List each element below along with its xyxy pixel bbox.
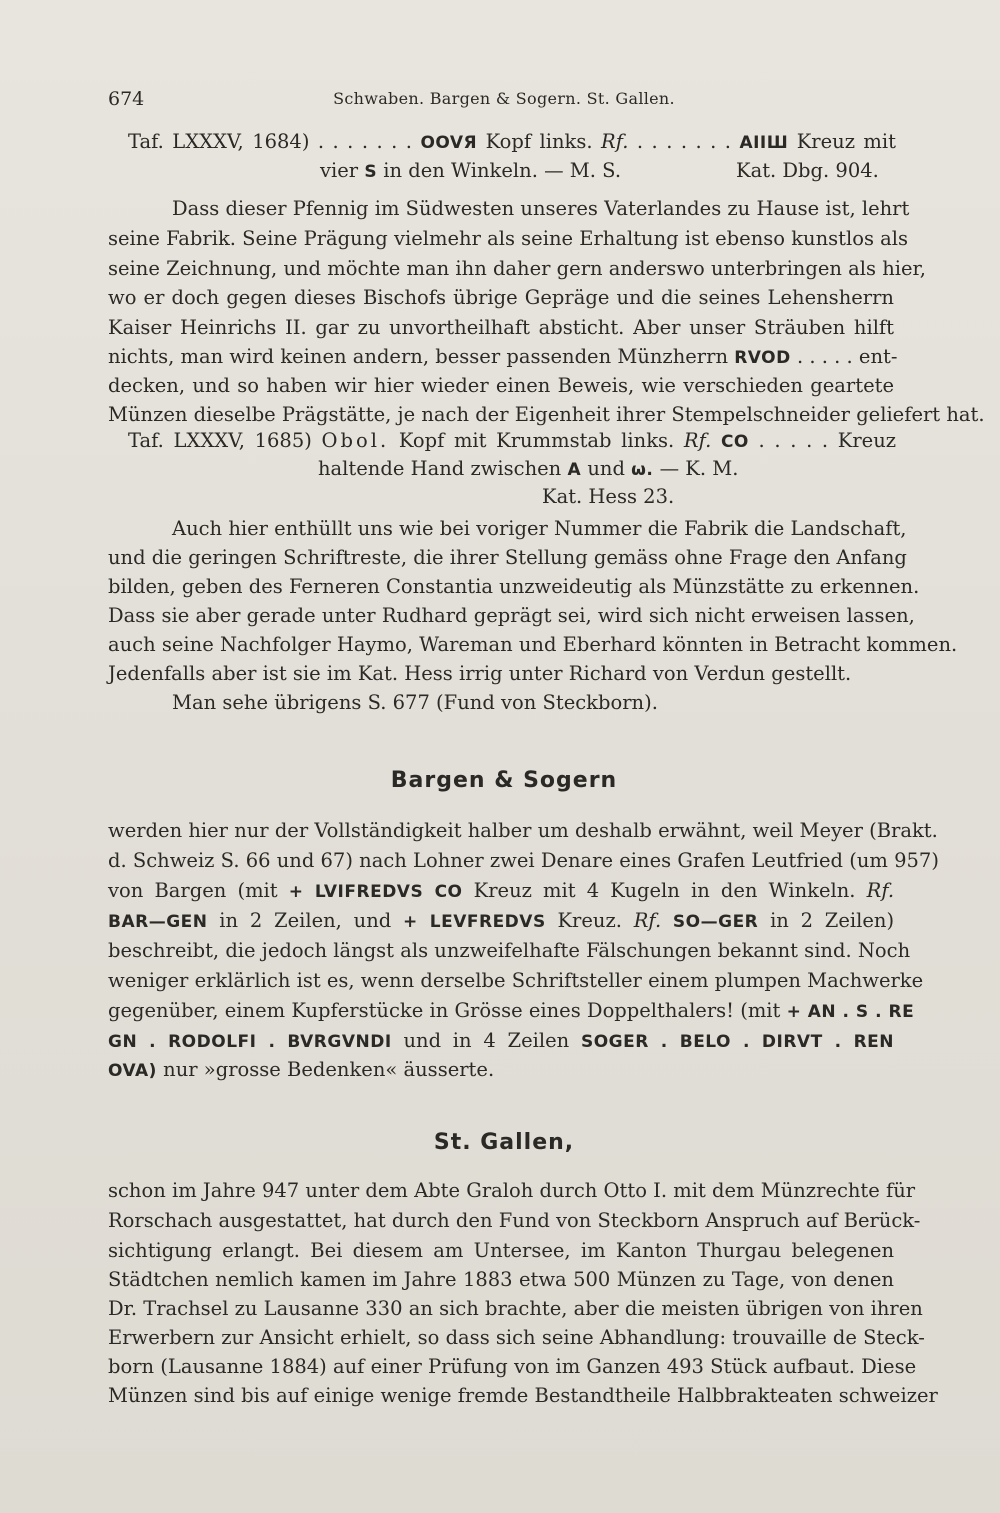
- text-run: von Bargen (mit: [108, 879, 278, 902]
- coin-legend: A: [567, 460, 582, 480]
- paragraph-3-line: werden hier nur der Vollständigkeit halber um deshalb erwähnt, weil Meyer (Brakt.: [108, 819, 938, 842]
- paragraph-1-line: seine Fabrik. Seine Prägung vielmehr als seine Erhaltung ist ebenso kunstlos als: [108, 227, 909, 250]
- paragraph-1-line: wo er doch gegen dieses Bischofs übrige Gepräge und die seines Lehensherrn: [108, 286, 894, 309]
- text-run: . . . . . ent-: [796, 345, 898, 368]
- coin-legend: + LVIFREDVS CO: [288, 882, 463, 902]
- paragraph-4-line: Städtchen nemlich kamen im Jahre 1883 etwa 500 Münzen zu Tage, von denen: [108, 1268, 894, 1291]
- paragraph-1-line: decken, und so haben wir hier wieder einen Beweis, wie verschieden geartete: [108, 374, 894, 397]
- paragraph-3-line: [108, 906, 894, 936]
- text-run: . . . . . Kreuz: [758, 429, 897, 452]
- running-title: Schwaben. Bargen & Sogern. St. Gallen.: [333, 89, 675, 108]
- coin-legend: GN . RODOLFI . BVRGVNDI: [108, 1032, 392, 1052]
- text-run: vier: [320, 159, 359, 182]
- coin-legend: CO: [720, 432, 749, 452]
- paragraph-2-line: Dass sie aber gerade unter Rudhard geprägt sei, wird sich nicht erweisen lassen,: [108, 604, 915, 627]
- text-run: nichts, man wird keinen andern, besser passenden Münzherrn: [108, 345, 729, 368]
- text-run: Kreuz mit: [796, 130, 896, 153]
- paragraph-3-line: [108, 876, 894, 906]
- coin-legend: ω.: [631, 460, 654, 480]
- text-run: . . . . . . .: [636, 130, 731, 153]
- catalog-reference: Kat. Hess 23.: [542, 485, 675, 508]
- coin-legend: BAR—GEN: [108, 912, 208, 932]
- text-run: in den Winkeln. — M. S.: [383, 159, 622, 182]
- paragraph-3-line: [108, 996, 915, 1026]
- paragraph-1-line: Dass dieser Pfennig im Südwesten unseres Vaterlandes zu Hause ist, lehrt: [172, 197, 910, 220]
- text-run: Kopf links.: [485, 130, 593, 153]
- paragraph-4-line: Münzen sind bis auf einige wenige fremde Bestandtheile Halbbrakteaten schweizer: [108, 1384, 938, 1407]
- paragraph-1-line: seine Zeichnung, und möchte man ihn daher gern anderswo unterbringen als hier,: [108, 257, 926, 280]
- paragraph-1-line: Münzen dieselbe Prägstätte, je nach der Eigenheit ihrer Stempelschneider geliefert hat.: [108, 403, 985, 426]
- paragraph-1-line: [108, 342, 898, 372]
- coin-legend: OVA): [108, 1061, 157, 1081]
- text-run: Kopf mit Krummstab links.: [398, 429, 675, 452]
- paragraph-2-line: Man sehe übrigens S. 677 (Fund von Steckborn).: [172, 691, 658, 714]
- reverse-marker: Rf.: [633, 909, 662, 932]
- page-number: 674: [108, 88, 145, 110]
- paragraph-2-line: auch seine Nachfolger Haymo, Wareman und Eberhard könnten in Betracht kommen.: [108, 633, 958, 656]
- reverse-marker: Rf.: [601, 130, 629, 153]
- text-run: in 2 Zeilen, und: [219, 909, 392, 932]
- coin-legend: + AN . S . RE: [786, 1002, 915, 1022]
- entry-1684-line-2: [320, 156, 621, 186]
- entry-1685-line-2: [318, 454, 738, 484]
- paragraph-4-line: Dr. Trachsel zu Lausanne 330 an sich brachte, aber die meisten übrigen von ihren: [108, 1297, 923, 1320]
- paragraph-4-line: born (Lausanne 1884) auf einer Prüfung von im Ganzen 493 Stück aufbaut. Diese: [108, 1355, 917, 1378]
- denomination: Obol.: [321, 429, 390, 452]
- paragraph-4-line: sichtigung erlangt. Bei diesem am Untersee, im Kanton Thurgau belegenen: [108, 1239, 894, 1262]
- text-run: in 2 Zeilen): [770, 909, 895, 932]
- paragraph-2-line: und die geringen Schriftreste, die ihrer Stellung gemäss ohne Frage den Anfang: [108, 546, 907, 569]
- text-run: Kreuz mit 4 Kugeln in den Winkeln.: [473, 879, 856, 902]
- text-run: und: [587, 457, 625, 480]
- coin-legend: SO—GER: [672, 912, 759, 932]
- entry-1685-line-1: [128, 426, 896, 456]
- text-run: haltende Hand zwischen: [318, 457, 562, 480]
- coin-legend: + LEVFREDVS: [403, 912, 546, 932]
- entry-1684-line-1: [128, 127, 896, 157]
- paragraph-3-line: [108, 1055, 494, 1085]
- paragraph-4-line: Erwerbern zur Ansicht erhielt, so dass sich seine Abhandlung: trouvaille de Steck-: [108, 1326, 925, 1349]
- coin-legend: RVOD: [734, 348, 791, 368]
- plate-reference: Taf. LXXXV, 1685): [128, 429, 312, 452]
- text-run: — K. M.: [659, 457, 739, 480]
- section-heading-bargen-sogern: Bargen & Sogern: [390, 768, 618, 793]
- coin-legend: ОOVЯ: [420, 133, 478, 153]
- paragraph-1-line: Kaiser Heinrichs II. gar zu unvortheilhaft absticht. Aber unser Sträuben hilft: [108, 316, 894, 339]
- reverse-marker: Rf.: [683, 429, 712, 452]
- text-run: und in 4 Zeilen: [403, 1029, 570, 1052]
- coin-legend: S: [364, 162, 378, 182]
- coin-legend: SOGER . BELO . DIRVT . REN: [580, 1032, 895, 1052]
- section-heading-st-gallen: St. Gallen,: [433, 1130, 575, 1155]
- coin-legend: AIIШ: [739, 133, 789, 153]
- paragraph-4-line: Rorschach ausgestattet, hat durch den Fund von Steckborn Anspruch auf Berück-: [108, 1209, 921, 1232]
- paragraph-3-line: beschreibt, die jedoch längst als unzweifelhafte Fälschungen bekannt sind. Noch: [108, 939, 911, 962]
- reverse-marker: Rf.: [866, 879, 895, 902]
- text-run: nur »grosse Bedenken« äusserte.: [163, 1058, 495, 1081]
- paragraph-3-line: d. Schweiz S. 66 und 67) nach Lohner zwei Denare eines Grafen Leutfried (um 957): [108, 849, 939, 872]
- paragraph-2-line: bilden, geben des Ferneren Constantia unzweideutig als Münzstätte zu erkennen.: [108, 575, 920, 598]
- text-run: gegenüber, einem Kupferstücke in Grösse eines Doppelthalers! (mit: [108, 999, 781, 1022]
- catalog-reference: Kat. Dbg. 904.: [736, 159, 879, 182]
- text-run: Kreuz.: [557, 909, 622, 932]
- paragraph-3-line: [108, 1026, 894, 1056]
- page-header: [108, 88, 900, 112]
- paragraph-3-line: weniger erklärlich ist es, wenn derselbe Schriftsteller einem plumpen Machwerke: [108, 969, 924, 992]
- plate-reference: Taf. LXXXV, 1684) . . . . . . .: [128, 130, 412, 153]
- paragraph-4-line: schon im Jahre 947 unter dem Abte Graloh durch Otto I. mit dem Münzrechte für: [108, 1179, 916, 1202]
- paragraph-2-line: Auch hier enthüllt uns wie bei voriger Nummer die Fabrik die Landschaft,: [172, 517, 907, 540]
- paragraph-2-line: Jedenfalls aber ist sie im Kat. Hess irrig unter Richard von Verdun gestellt.: [108, 662, 852, 685]
